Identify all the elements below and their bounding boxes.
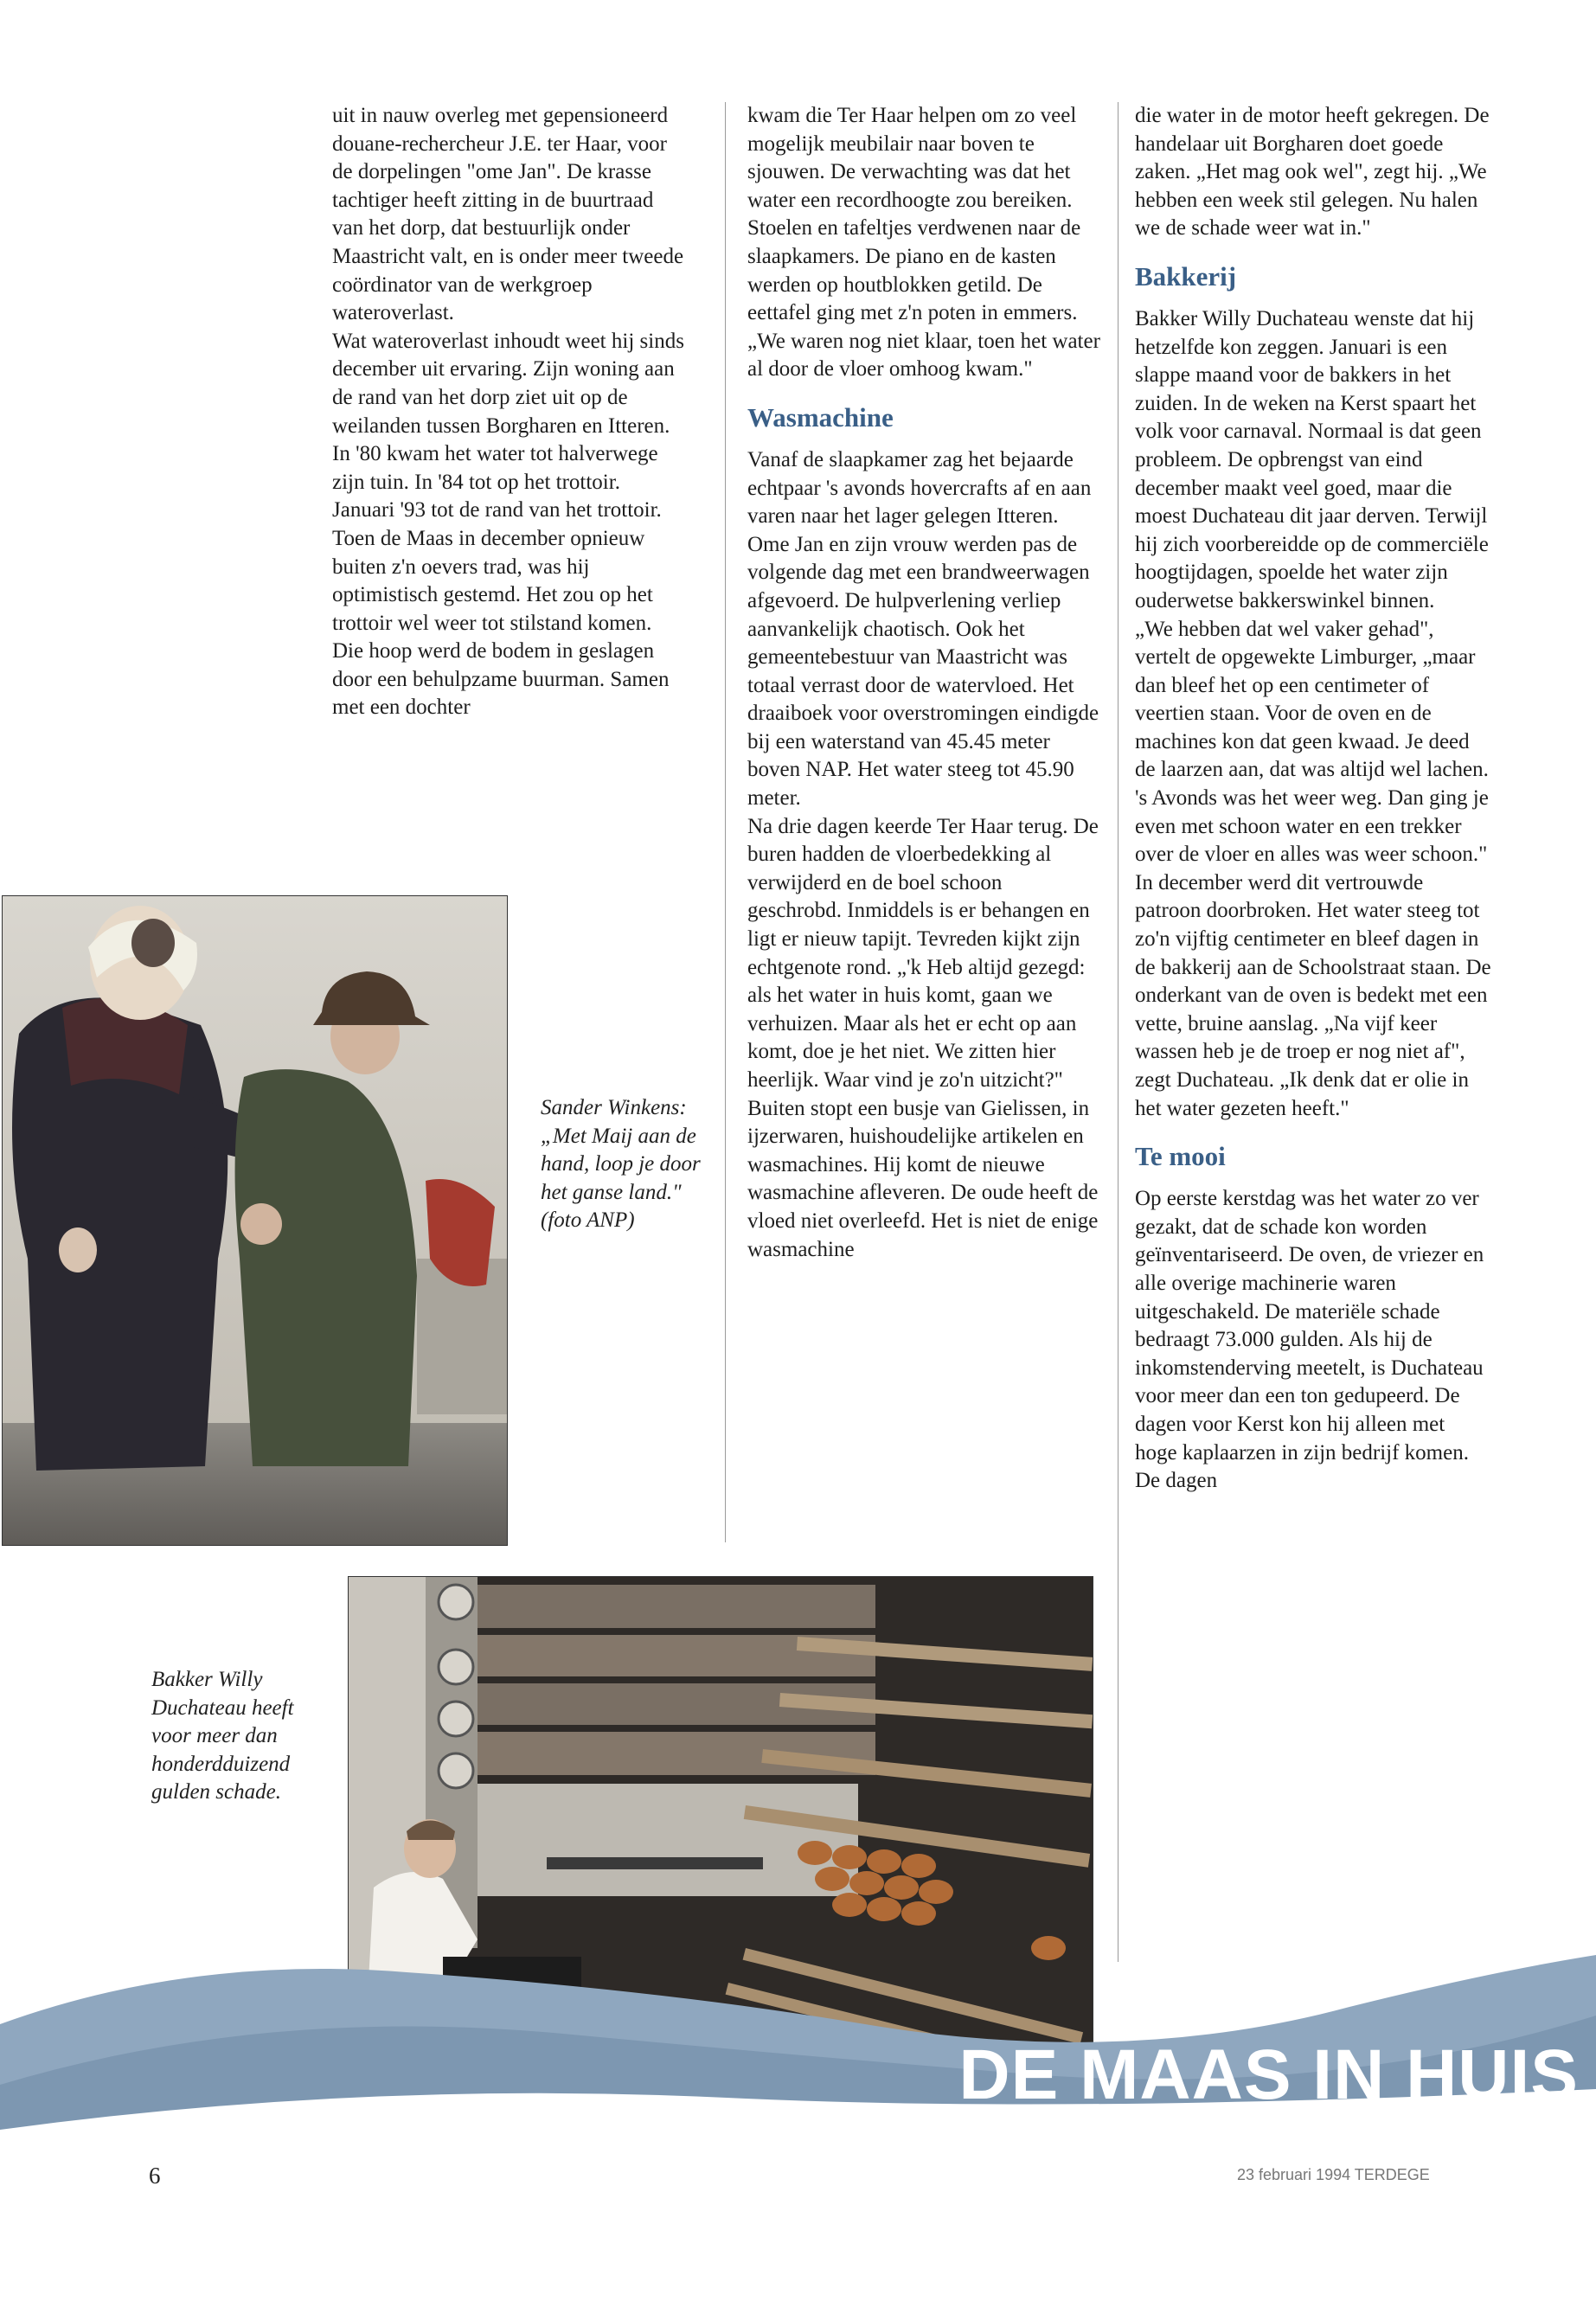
page-number: 6 [149,2163,161,2189]
article-column-2 [747,102,1100,1264]
paragraph: Buiten stopt een busje van Gielissen, in ijzerwaren, huishoudelijke artikelen en wasmachines. Hij komt de nieuwe wasmachine afleveren. De oude heeft de vloed niet overleefd. Het is niet de enige wasmachine [747,1096,1099,1261]
column-rule-1 [725,102,726,1542]
paragraph: Op eerste kerstdag was het water zo ver gezakt, dat de schade kon worden geïnventariseerd. De oven, de vriezer en alle overige machinerie waren uitgeschakeld. De materiële schade bedraagt 73.000 gulden. Als hij de inkomstenderving meetelt, is Duchateau voor meer dan een ton gedupeerd. De dagen voor Kerst kon hij alleen met hoge kaplaarzen in zijn bedrijf komen. De dagen [1135,1187,1484,1493]
photo-caption-bakery: Bakker Willy Duchateau heeft voor meer dan honderdduizend gulden schade. [151,1668,294,1804]
article-column-1 [332,102,687,722]
article-column-3 [1135,102,1491,1496]
subheading-te-mooi: Te mooi [1135,1141,1226,1172]
footer-issue-date: 23 februari 1994 TERDEGE [1237,2166,1430,2183]
paragraph: die water in de motor heeft gekregen. De handelaar uit Borgharen doet goede zaken. „Het mag ook wel", zegt hij. „We hebben een week stil gelegen. Nu halen we de schade weer wat in." [1135,104,1490,240]
paragraph: Wat wateroverlast inhoudt weet hij sinds december uit ervaring. Zijn woning aan de rand van het dorp ziet uit op de weilanden tussen Borgharen en Itteren. In '80 kwam het water tot halverwege zijn tuin. In '84 tot op het trottoir. Januari '93 tot de rand van het trottoir. Toen de Maas in december opnieuw buiten z'n oevers trad, was hij optimistisch gestemd. Het zou op het trottoir wel weer tot stilstand komen. Die hoop werd de bodem in geslagen door een behulpzame buurman. Samen met een dochter [332,329,684,720]
paragraph: In december werd dit vertrouwde patroon doorbroken. Het water steeg tot zo'n vijftig centimeter en bleef dagen in de bakkerij aan de Schoolstraat staan. De onderkant van de oven is bedekt met een vette, bruine aanslag. „Na vijf keer wassen heb je de troep er nog niet af", zegt Duchateau. „Ik denk dat er olie in het water gezeten heeft." [1135,870,1491,1120]
paragraph: Bakker Willy Duchateau wenste dat hij hetzelfde kon zeggen. Januari is een slappe maand voor de bakkers in het zuiden. In de weken na Kerst spaart het volk voor carnaval. Normaal is dat geen probleem. De opbrengst van eind december maakt veel goed, maar die moest Duchateau dit jaar derven. Terwijl hij zich voorbereidde op de commerciële hoogtijdagen, spoelde het water zijn ouderwetse bakkerswinkel binnen. [1135,306,1489,612]
section-masthead: DE MAAS IN HUIS [958,2035,1579,2114]
photo-flood-walkers-image [2,895,508,1546]
paragraph: kwam die Ter Haar helpen om zo veel mogelijk meubilair naar boven te sjouwen. De verwachting was dat het water een recordhoogte zou bereiken. Stoelen en tafeltjes verdwenen naar de slaapkamers. De piano en de kasten werden op houtblokken getild. De eettafel ging met z'n poten in emmers. „We waren nog niet klaar, toen het water al door de vloer omhoog kwam." [747,104,1100,381]
paragraph: „We hebben dat wel vaker gehad", vertelt de opgewekte Limburger, „maar dan bleef het op een centimeter of veertien staan. Voor de oven en de machines kon dat geen kwaad. Je deed de laarzen aan, dat was altijd wel lachen. 's Avonds was het weer weg. Dan ging je even met schoon water en een trekker over de vloer en alles was weer schoon." [1135,617,1489,867]
subheading-bakkerij: Bakkerij [1135,260,1237,292]
paragraph: Vanaf de slaapkamer zag het bejaarde echtpaar 's avonds hovercrafts af en aan varen naar het lager gelegen Itteren. Ome Jan en zijn vrouw werden pas de volgende dag met een brandweerwagen afgevoerd. De hulpverlening verliep aanvankelijk chaotisch. Ook het gemeentebestuur van Maastricht was totaal verrast door de watervloed. Het draaiboek voor overstromingen eindigde bij een waterstand van 45.45 meter boven NAP. Het water steeg tot 45.90 meter. [747,447,1099,811]
paragraph: uit in nauw overleg met gepensioneerd douane-rechercheur J.E. ter Haar, voor de dorpelingen "ome Jan". De krasse tachtiger heeft zitting in de buurtraad van het dorp, dat bestuurlijk onder Maastricht valt, en is onder meer tweede coördinator van de werkgroep wateroverlast. [332,104,684,325]
subheading-wasmachine: Wasmachine [747,401,894,433]
photo-caption-flood-walkers: Sander Winkens: „Met Maij aan de hand, loop je door het ganse land." (foto ANP) [541,1096,701,1233]
paragraph: Na drie dagen keerde Ter Haar terug. De buren hadden de vloerbedekking al verwijderd en de boel schoon geschrobd. Inmiddels is er behangen en ligt er nieuw tapijt. Tevreden kijkt zijn echtgenote rond. „'k Heb altijd gezegd: als het water in huis komt, gaan we verhuizen. Maar als het er echt op aan komt, doe je het niet. We zitten hier heerlijk. Waar vind je zo'n uitzicht?" [747,814,1099,1092]
photo-flood-walkers [2,895,508,1546]
